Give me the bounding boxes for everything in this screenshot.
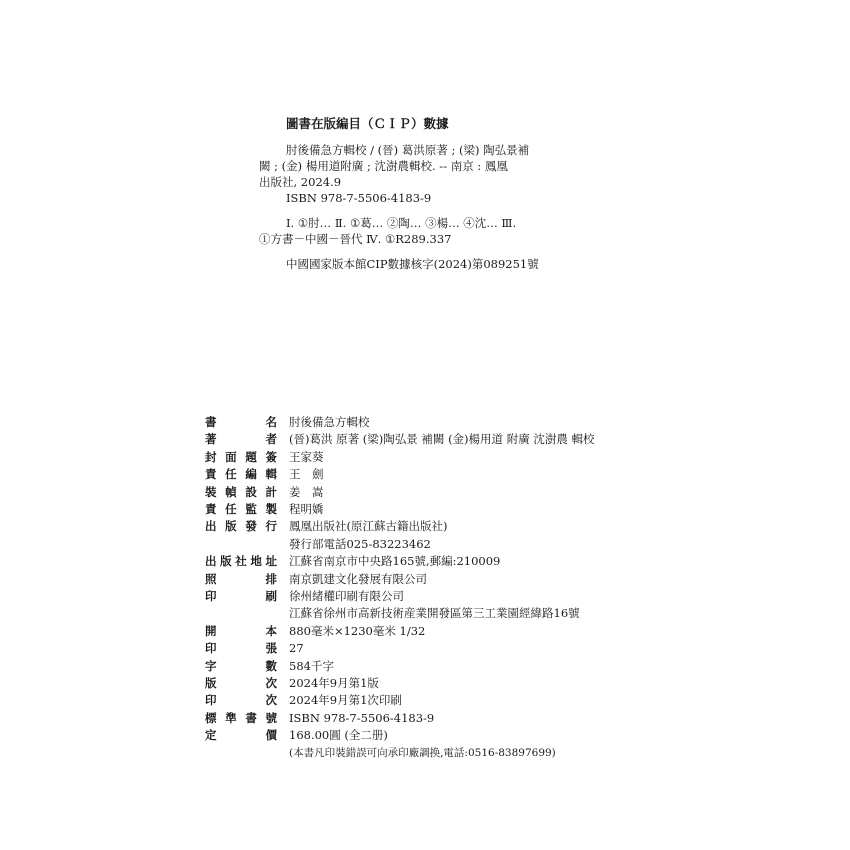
cip-line: 出版社, 2024.9: [259, 175, 342, 189]
info-value: 2024年9月第1版: [289, 676, 379, 690]
info-value: 肘後備急方輯校: [289, 415, 370, 429]
info-value: 168.00圓 (全二册): [289, 728, 388, 743]
info-note: (本書凡印裝錯誤可向承印廠調换,電話:0516-83897699): [289, 746, 556, 759]
info-label: 印刷: [205, 589, 277, 603]
info-value: 南京凱建文化發展有限公司: [289, 571, 427, 586]
info-value: 王 劍: [289, 467, 324, 482]
cip-classification: Ⅰ. ①肘… Ⅱ. ①葛… ②陶… ③楊… ④沈… Ⅲ.: [286, 216, 517, 230]
info-label: 出版發行: [205, 519, 277, 534]
info-label: 標準書號: [205, 710, 277, 725]
info-label: 版次: [205, 676, 277, 690]
info-label: 印次: [205, 693, 277, 708]
cip-isbn: ISBN 978-7-5506-4183-9: [286, 191, 432, 205]
info-value: ISBN 978-7-5506-4183-9: [289, 710, 435, 725]
cip-record-number: 中國國家版本館CIP數據核字(2024)第089251號: [286, 257, 539, 271]
info-label: 裝幀設計: [205, 484, 277, 499]
info-label: 封面題簽: [205, 449, 277, 464]
info-value: 鳳凰出版社(原江蘇古籍出版社): [289, 519, 448, 534]
info-value: 徐州緒權印刷有限公司: [289, 589, 404, 603]
cip-line: 肘後備急方輯校 / (晉) 葛洪原著 ; (梁) 陶弘景補: [286, 143, 530, 157]
info-value: 程明嬌: [289, 502, 324, 516]
info-label: 著者: [205, 432, 277, 447]
info-value: 2024年9月第1次印刷: [289, 693, 402, 708]
info-label: 書名: [205, 415, 277, 429]
info-value: 姜 嵩: [289, 484, 324, 499]
info-value: 江蘇省徐州市高新技術産業開發區第三工業園經緯路16號: [289, 606, 580, 621]
info-value: 江蘇省南京市中央路165號,郵編:210009: [289, 554, 501, 569]
info-label: 開本: [205, 623, 277, 638]
info-label: 印張: [205, 641, 277, 656]
info-value: (晉)葛洪 原著 (梁)陶弘景 補闕 (金)楊用道 附廣 沈澍農 輯校: [289, 432, 595, 447]
cip-classification: ①方書－中國－晉代 Ⅳ. ①R289.337: [259, 232, 452, 246]
info-label: 責任編輯: [205, 467, 277, 482]
info-label: 照排: [205, 571, 277, 586]
info-label: 字數: [205, 658, 277, 673]
info-label: 定價: [205, 728, 277, 743]
info-value: 584千字: [289, 658, 334, 673]
info-label: 責任監製: [205, 502, 277, 516]
info-value: 發行部電話025-83223462: [289, 536, 431, 551]
info-value: 王家葵: [289, 449, 324, 464]
info-label: 出版社地址: [205, 554, 277, 569]
cip-line: 闕 ; (金) 楊用道附廣 ; 沈澍農輯校. -- 南京 : 鳳凰: [259, 159, 508, 173]
cip-title: 圖書在版編目（ＣＩＰ）數據: [286, 116, 449, 131]
info-value: 27: [289, 641, 304, 656]
info-value: 880毫米×1230毫米 1/32: [289, 623, 426, 638]
